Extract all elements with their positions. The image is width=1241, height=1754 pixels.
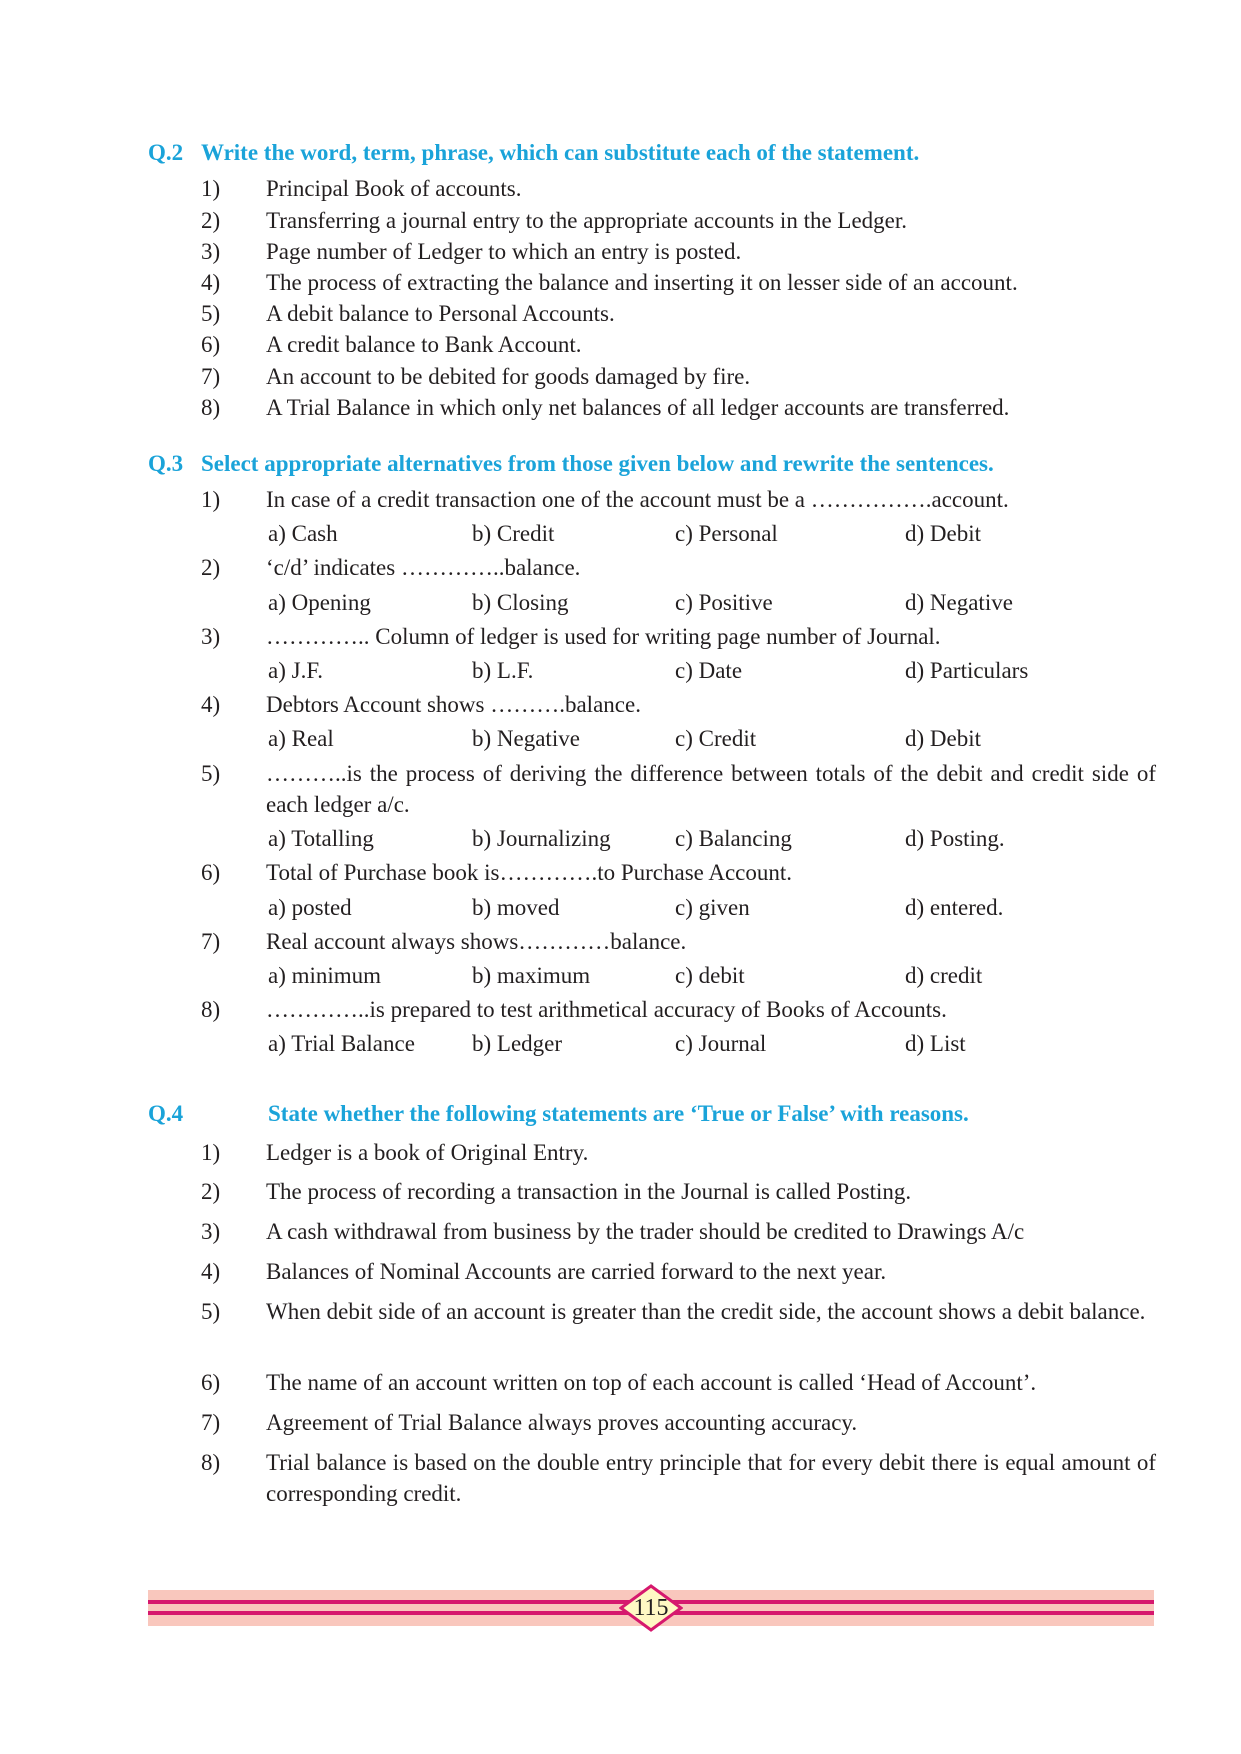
q4-item — [201, 1256, 1156, 1287]
option-b: b) moved — [472, 895, 560, 920]
option-b: b) L.F. — [472, 658, 534, 683]
option-c: c) Personal — [675, 521, 778, 546]
q3-options — [268, 823, 1168, 854]
item-text: When debit side of an account is greater than the credit side, the account shows a debit balance. — [266, 1299, 1146, 1324]
q2-item — [201, 298, 1156, 329]
q3-options — [268, 892, 1168, 923]
item-number: 7) — [201, 364, 221, 389]
q3-options — [268, 1028, 1168, 1059]
q3-item — [201, 857, 1156, 888]
option-b: b) Ledger — [472, 1031, 563, 1056]
item-text: ………….. Column of ledger is used for writing page number of Journal. — [266, 624, 941, 649]
item-number: 6) — [201, 332, 221, 357]
q3-options — [268, 587, 1168, 618]
item-text: ………..is the process of deriving the difference between totals of the debit and credit side of each ledger a/c. — [266, 761, 1156, 817]
q3-item — [201, 552, 1156, 583]
q3-item — [201, 621, 1156, 652]
option-d: d) List — [905, 1031, 966, 1056]
q2-item — [201, 173, 1156, 204]
q3-number: Q.3 — [148, 451, 184, 476]
item-text: …………..is prepared to test arithmetical accuracy of Books of Accounts. — [266, 997, 947, 1022]
item-number: 1) — [201, 176, 221, 201]
option-c: c) debit — [675, 963, 745, 988]
q2-item — [201, 205, 1156, 236]
option-d: d) Particulars — [905, 658, 1029, 683]
item-number: 5) — [201, 761, 221, 786]
item-number: 2) — [201, 208, 221, 233]
item-text: A debit balance to Personal Accounts. — [266, 301, 615, 326]
option-b: b) maximum — [472, 963, 591, 988]
q4-item — [201, 1367, 1156, 1398]
q2-number: Q.2 — [148, 140, 184, 165]
option-d: d) Posting. — [905, 826, 1005, 851]
page-number-badge — [619, 1584, 683, 1632]
item-number: 2) — [201, 555, 221, 580]
q2-item — [201, 236, 1156, 267]
q3-options — [268, 518, 1168, 549]
q4-item — [201, 1137, 1156, 1168]
q4-number: Q.4 — [148, 1101, 184, 1126]
item-text: Transferring a journal entry to the appropriate accounts in the Ledger. — [266, 208, 908, 233]
option-b: b) Closing — [472, 590, 569, 615]
q3-heading — [148, 451, 994, 477]
q2-item — [201, 361, 1156, 392]
option-b: b) Negative — [472, 726, 580, 751]
q2-item — [201, 267, 1156, 298]
option-c: c) Balancing — [675, 826, 792, 851]
q3-options — [268, 723, 1168, 754]
item-text: Balances of Nominal Accounts are carried forward to the next year. — [266, 1259, 887, 1284]
q3-title: Select appropriate alternatives from those given below and rewrite the sentences. — [201, 451, 994, 476]
item-number: 2) — [201, 1179, 221, 1204]
item-text: Principal Book of accounts. — [266, 176, 522, 201]
item-text: A credit balance to Bank Account. — [266, 332, 582, 357]
item-text: In case of a credit transaction one of the account must be a …………….account. — [266, 487, 1009, 512]
option-a: a) Trial Balance — [268, 1031, 415, 1056]
option-c: c) given — [675, 895, 750, 920]
item-text: Trial balance is based on the double entry principle that for every debit there is equal amount of corresponding credit. — [266, 1450, 1156, 1506]
option-a: a) Real — [268, 726, 334, 751]
q4-item — [201, 1407, 1156, 1438]
q3-item — [201, 758, 1156, 820]
item-number: 3) — [201, 1219, 221, 1244]
option-c: c) Positive — [675, 590, 773, 615]
option-b: b) Journalizing — [472, 826, 611, 851]
q2-title: Write the word, term, phrase, which can substitute each of the statement. — [201, 140, 920, 165]
q3-item — [201, 994, 1156, 1025]
item-number: 3) — [201, 239, 221, 264]
item-number: 8) — [201, 395, 221, 420]
option-d: d) Negative — [905, 590, 1013, 615]
item-number: 7) — [201, 1410, 221, 1435]
item-number: 1) — [201, 1140, 221, 1165]
q3-options — [268, 655, 1168, 686]
q3-item — [201, 689, 1156, 720]
q2-item — [201, 392, 1156, 423]
item-text: Debtors Account shows ……….balance. — [266, 692, 641, 717]
item-number: 6) — [201, 860, 221, 885]
q4-heading — [148, 1101, 969, 1127]
option-d: d) Debit — [905, 521, 982, 546]
option-a: a) posted — [268, 895, 352, 920]
option-a: a) minimum — [268, 963, 382, 988]
item-text: A cash withdrawal from business by the trader should be credited to Drawings A/c — [266, 1219, 1025, 1244]
q4-item — [201, 1176, 1156, 1207]
q4-item — [201, 1296, 1156, 1327]
q4-item — [201, 1216, 1156, 1247]
item-text: The process of recording a transaction in the Journal is called Posting. — [266, 1179, 912, 1204]
item-text: Agreement of Trial Balance always proves accounting accuracy. — [266, 1410, 858, 1435]
item-number: 8) — [201, 997, 221, 1022]
option-a: a) Totalling — [268, 826, 374, 851]
item-number: 4) — [201, 1259, 221, 1284]
option-d: d) Debit — [905, 726, 982, 751]
item-number: 5) — [201, 301, 221, 326]
q4-title: State whether the following statements are ‘True or False’ with reasons. — [268, 1101, 969, 1126]
q2-item — [201, 329, 1156, 360]
item-text: A Trial Balance in which only net balances of all ledger accounts are transferred. — [266, 395, 1010, 420]
item-number: 6) — [201, 1370, 221, 1395]
option-d: d) credit — [905, 963, 983, 988]
option-a: a) Cash — [268, 521, 338, 546]
page-number: 115 — [633, 1595, 669, 1621]
option-c: c) Journal — [675, 1031, 767, 1056]
item-text: Ledger is a book of Original Entry. — [266, 1140, 589, 1165]
option-a: a) J.F. — [268, 658, 324, 683]
item-number: 3) — [201, 624, 221, 649]
q3-item — [201, 484, 1156, 515]
option-d: d) entered. — [905, 895, 1004, 920]
q4-item — [201, 1447, 1156, 1509]
item-text: The process of extracting the balance and inserting it on lesser side of an account. — [266, 270, 1018, 295]
item-number: 7) — [201, 929, 221, 954]
q2-heading — [148, 140, 919, 166]
option-a: a) Opening — [268, 590, 371, 615]
item-text: Total of Purchase book is………….to Purchase Account. — [266, 860, 793, 885]
item-text: ‘c/d’ indicates …………..balance. — [266, 555, 581, 580]
q3-options — [268, 960, 1168, 991]
option-c: c) Date — [675, 658, 743, 683]
q3-item — [201, 926, 1156, 957]
item-number: 1) — [201, 487, 221, 512]
item-number: 8) — [201, 1450, 221, 1475]
item-text: Real account always shows…………balance. — [266, 929, 687, 954]
option-b: b) Credit — [472, 521, 555, 546]
item-text: An account to be debited for goods damaged by fire. — [266, 364, 751, 389]
item-text: Page number of Ledger to which an entry is posted. — [266, 239, 742, 264]
page-footer-band — [148, 1590, 1154, 1626]
item-number: 4) — [201, 692, 221, 717]
item-number: 4) — [201, 270, 221, 295]
option-c: c) Credit — [675, 726, 757, 751]
item-text: The name of an account written on top of each account is called ‘Head of Account’. — [266, 1370, 1037, 1395]
item-number: 5) — [201, 1299, 221, 1324]
